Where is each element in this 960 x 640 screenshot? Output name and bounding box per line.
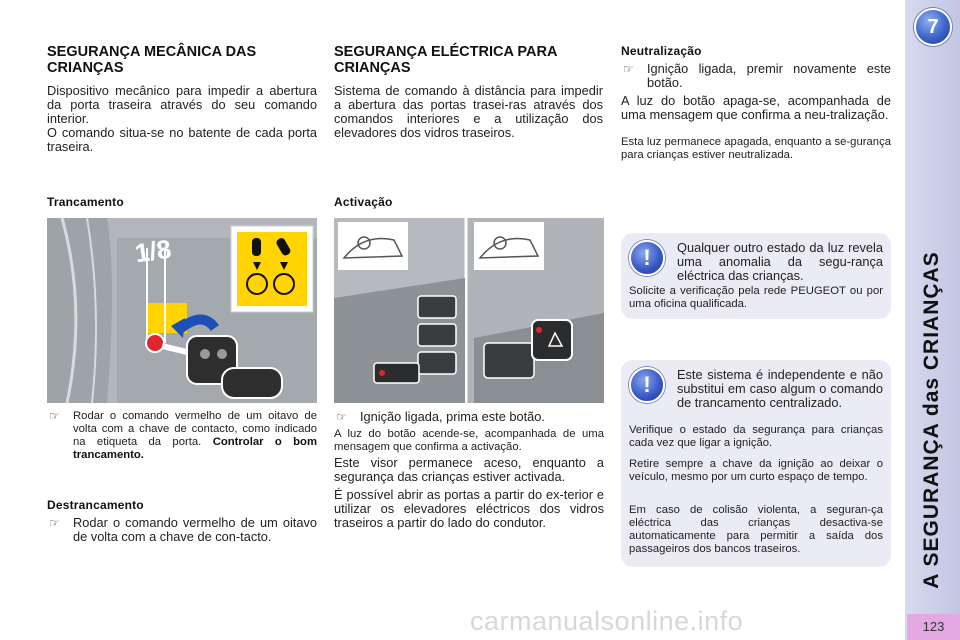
locking-heading: Trancamento <box>47 195 124 209</box>
electric-safety-heading: SEGURANÇA ELÉCTRICA PARA CRIANÇAS <box>334 44 557 76</box>
unlocking-step-text: Rodar o comando vermelho de um oitavo de volta com a chave de con-tacto. <box>73 515 317 544</box>
activation-para-1: A luz do botão acende-se, acompanhada de uma mensagem que confirma a activação. <box>334 428 604 453</box>
mechanical-safety-heading: SEGURANÇA MECÂNICA DAS CRIANÇAS <box>47 44 257 76</box>
neutralization-step-text: Ignição ligada, premir novamente este botão. <box>647 61 891 90</box>
anomaly-warning-lead: Qualquer outro estado da luz revela uma anomalia da segu-rança eléctrica das crianças. <box>677 240 883 283</box>
neutralization-para-2: Esta luz permanece apagada, enquanto a se-gurança para crianças estiver neutralizada. <box>621 136 891 161</box>
bullet-hand-icon: ☞ <box>623 62 634 76</box>
bullet-hand-icon: ☞ <box>336 410 347 424</box>
door-lock-drawing <box>47 218 317 403</box>
chapter-title: A SEGURANÇA das CRIANÇAS <box>920 251 943 589</box>
independent-system-lead: Este sistema é independente e não substitui em caso algum o comando de trancamento centralizado. <box>677 367 883 410</box>
warning-icon: ! <box>629 367 665 403</box>
activation-illustration <box>334 218 604 403</box>
page-number: 123 <box>907 614 960 640</box>
neutralization-para-1: A luz do botão apaga-se, acompanhada de uma mensagem que confirma a neu-tralização. <box>621 93 891 122</box>
activation-step-text: Ignição ligada, prima este botão. <box>360 409 545 424</box>
anomaly-warning-text: Solicite a verificação pela rede PEUGEOT ou por uma oficina qualificada. <box>629 285 883 310</box>
activation-heading: Activação <box>334 195 393 209</box>
neutralization-step <box>621 62 891 90</box>
independent-system-para-1: Verifique o estado da segurança para crianças cada vez que ligar a ignição. <box>629 424 883 449</box>
neutralization-heading: Neutralização <box>621 44 702 58</box>
warning-icon: ! <box>629 240 665 276</box>
locking-step-text: Rodar o comando vermelho de um oitavo de volta com a chave de contacto, como indicado na etiqueta da porta. <box>73 410 317 448</box>
independent-system-para-3: Em caso de colisão violenta, a seguran-ça eléctrica das crianças desactiva-se automaticamente para permitir a saída dos passageiros dos bancos traseiros. <box>629 504 883 555</box>
anomaly-warning-box <box>621 233 891 319</box>
activation-para-2: Este visor permanece aceso, enquanto a segurança das crianças estiver activada. <box>334 455 604 484</box>
unlocking-heading: Destrancamento <box>47 498 144 512</box>
independent-system-warning-box <box>621 360 891 567</box>
bullet-hand-icon: ☞ <box>49 516 60 530</box>
locking-step-check: Controlar o bom trancamento. <box>73 436 317 461</box>
activation-para-3: É possível abrir as portas a partir do ex-terior e utilizar os elevadores eléctricos dos vidros traseiros a partir do lado do condutor. <box>334 487 604 530</box>
activation-step <box>334 410 604 424</box>
independent-system-para-2: Retire sempre a chave da ignição ao deixar o veículo, mesmo por um curto espaço de tempo. <box>629 458 883 483</box>
chapter-number-badge: 7 <box>914 8 952 46</box>
watermark: carmanualsonline.info <box>470 606 744 636</box>
locking-illustration <box>47 218 317 403</box>
electric-intro: Sistema de comando à distância para impedir a abertura das portas trasei-ras através dos comandos interiores e a utilização dos elevadores dos vidros traseiros. <box>334 83 603 140</box>
locking-step <box>47 410 317 462</box>
bullet-hand-icon: ☞ <box>49 409 60 423</box>
turn-angle-label: 1/8 <box>133 233 173 269</box>
mechanical-intro-2: O comando situa-se no batente de cada porta traseira. <box>47 125 317 154</box>
unlocking-step <box>47 516 317 544</box>
door-panel-drawing <box>334 218 604 403</box>
mechanical-intro-1: Dispositivo mecânico para impedir a abertura da porta traseira através do seu comando interior. <box>47 83 317 126</box>
